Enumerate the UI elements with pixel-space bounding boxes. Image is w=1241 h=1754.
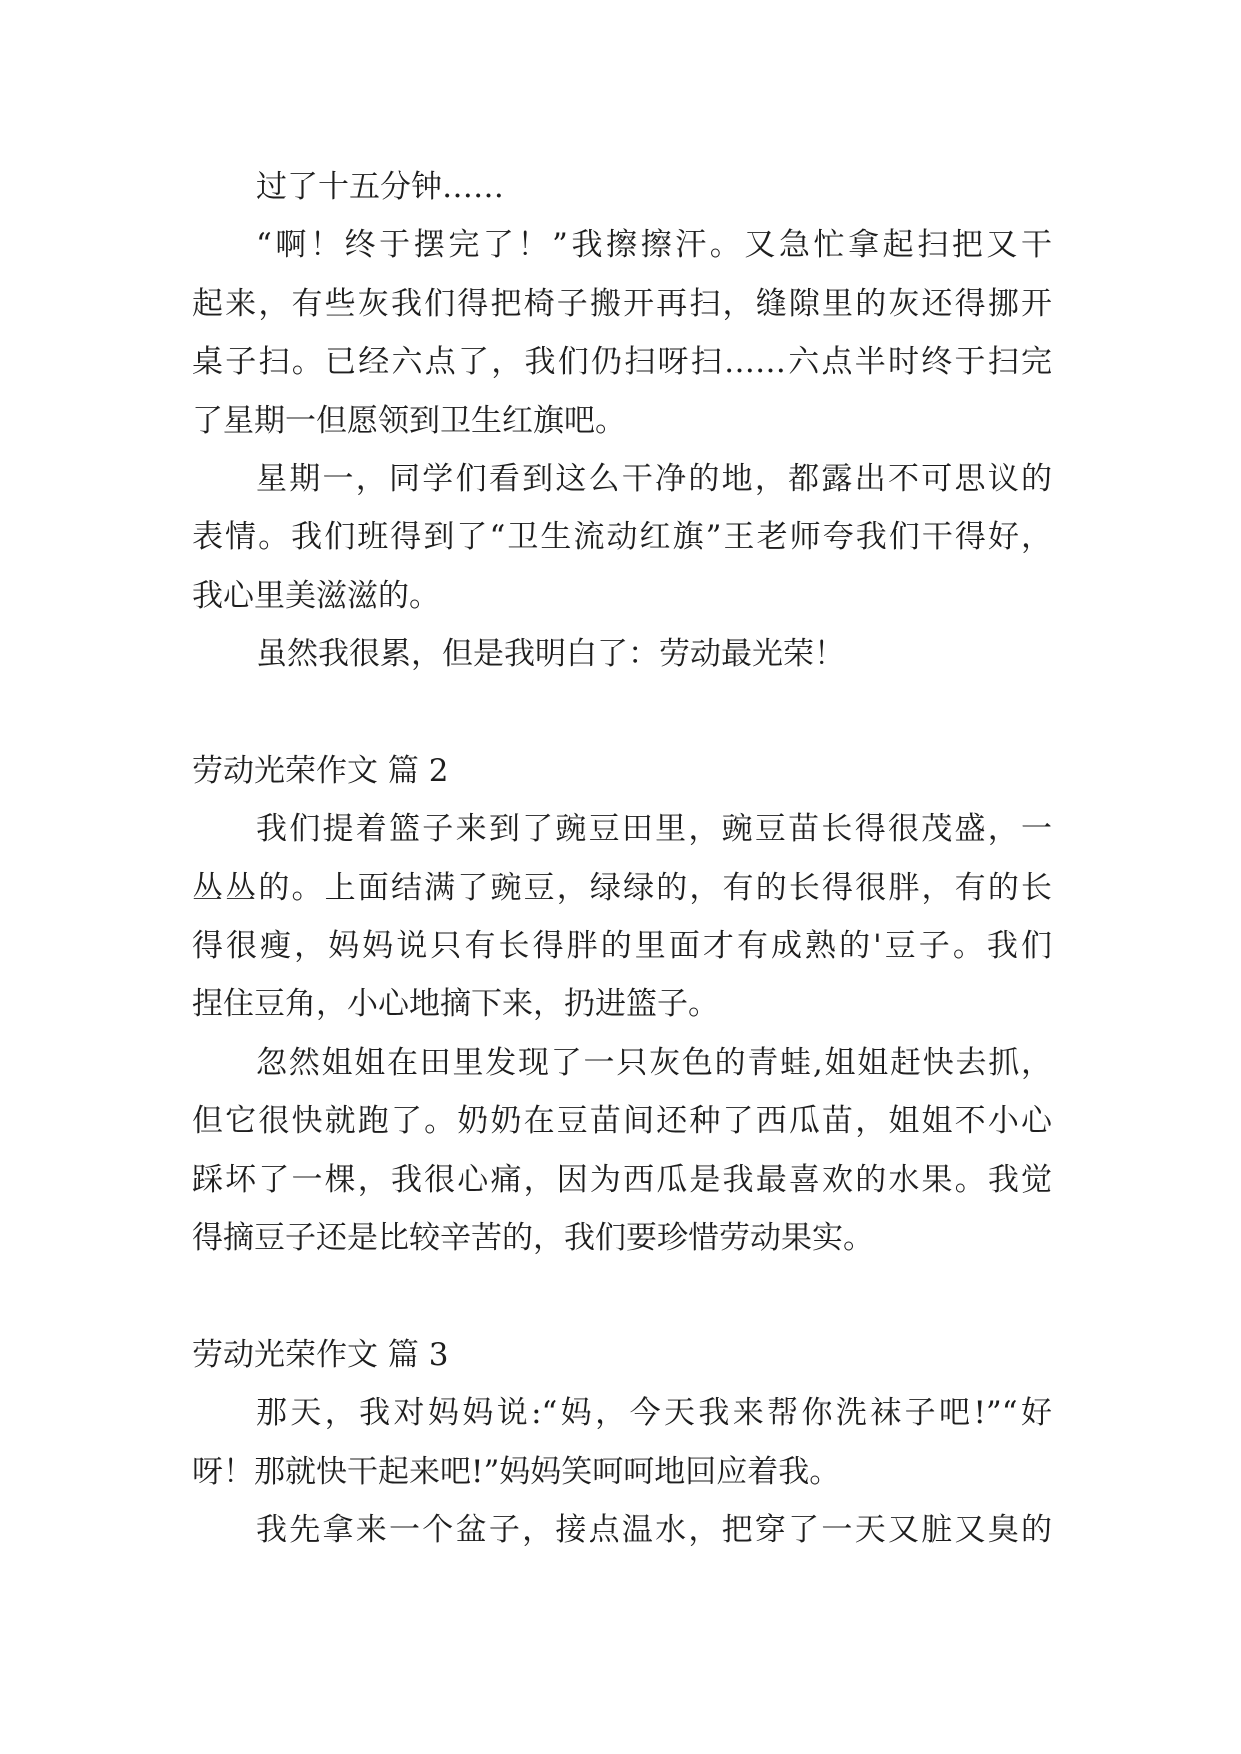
text-line: 丛丛的。上面结满了豌豆，绿绿的，有的长得很胖，有的长 <box>192 869 1052 906</box>
text-line: 起来，有些灰我们得把椅子搬开再扫，缝隙里的灰还得挪开 <box>192 285 1052 322</box>
text-line: 虽然我很累，但是我明白了：劳动最光荣！ <box>256 636 845 673</box>
text-line: 表情。我们班得到了“卫生流动红旗”王老师夸我们干得好， <box>192 519 1052 556</box>
section-heading: 劳动光荣作文 篇 3 <box>192 1336 449 1373</box>
text-line: 了星期一但愿领到卫生红旗吧。 <box>192 402 626 439</box>
text-line: 踩坏了一棵，我很心痛，因为西瓜是我最喜欢的水果。我觉 <box>192 1161 1052 1198</box>
text-line: 但它很快就跑了。奶奶在豆苗间还种了西瓜苗，姐姐不小心 <box>192 1103 1052 1140</box>
section-heading: 劳动光荣作文 篇 2 <box>192 752 449 789</box>
text-line: 星期一，同学们看到这么干净的地，都露出不可思议的 <box>256 460 1052 497</box>
text-line: 桌子扫。已经六点了，我们仍扫呀扫……六点半时终于扫完 <box>192 344 1052 381</box>
text-line: 我们提着篮子来到了豌豆田里，豌豆苗长得很茂盛，一 <box>256 811 1052 848</box>
text-line: 捏住豆角，小心地摘下来，扔进篮子。 <box>192 986 719 1023</box>
text-line: 那天，我对妈妈说:“妈，今天我来帮你洗袜子吧!”“好 <box>256 1395 1052 1432</box>
document-page <box>192 158 1052 1559</box>
text-line: 我先拿来一个盆子，接点温水，把穿了一天又脏又臭的 <box>256 1511 1052 1548</box>
text-line: 我心里美滋滋的。 <box>192 577 440 614</box>
text-line: 呀！那就快干起来吧!”妈妈笑呵呵地回应着我。 <box>192 1453 841 1490</box>
section-gap <box>192 1267 1052 1325</box>
text-line: 得很瘦，妈妈说只有长得胖的里面才有成熟的'豆子。我们 <box>192 928 1052 965</box>
text-line: 得摘豆子还是比较辛苦的，我们要珍惜劳动果实。 <box>192 1220 874 1257</box>
section-gap <box>192 684 1052 742</box>
text-line: “啊！终于摆完了！”我擦擦汗。又急忙拿起扫把又干 <box>256 227 1052 264</box>
text-line: 过了十五分钟…… <box>256 169 504 205</box>
text-line: 忽然姐姐在田里发现了一只灰色的青蛙,姐姐赶快去抓， <box>256 1044 1052 1081</box>
